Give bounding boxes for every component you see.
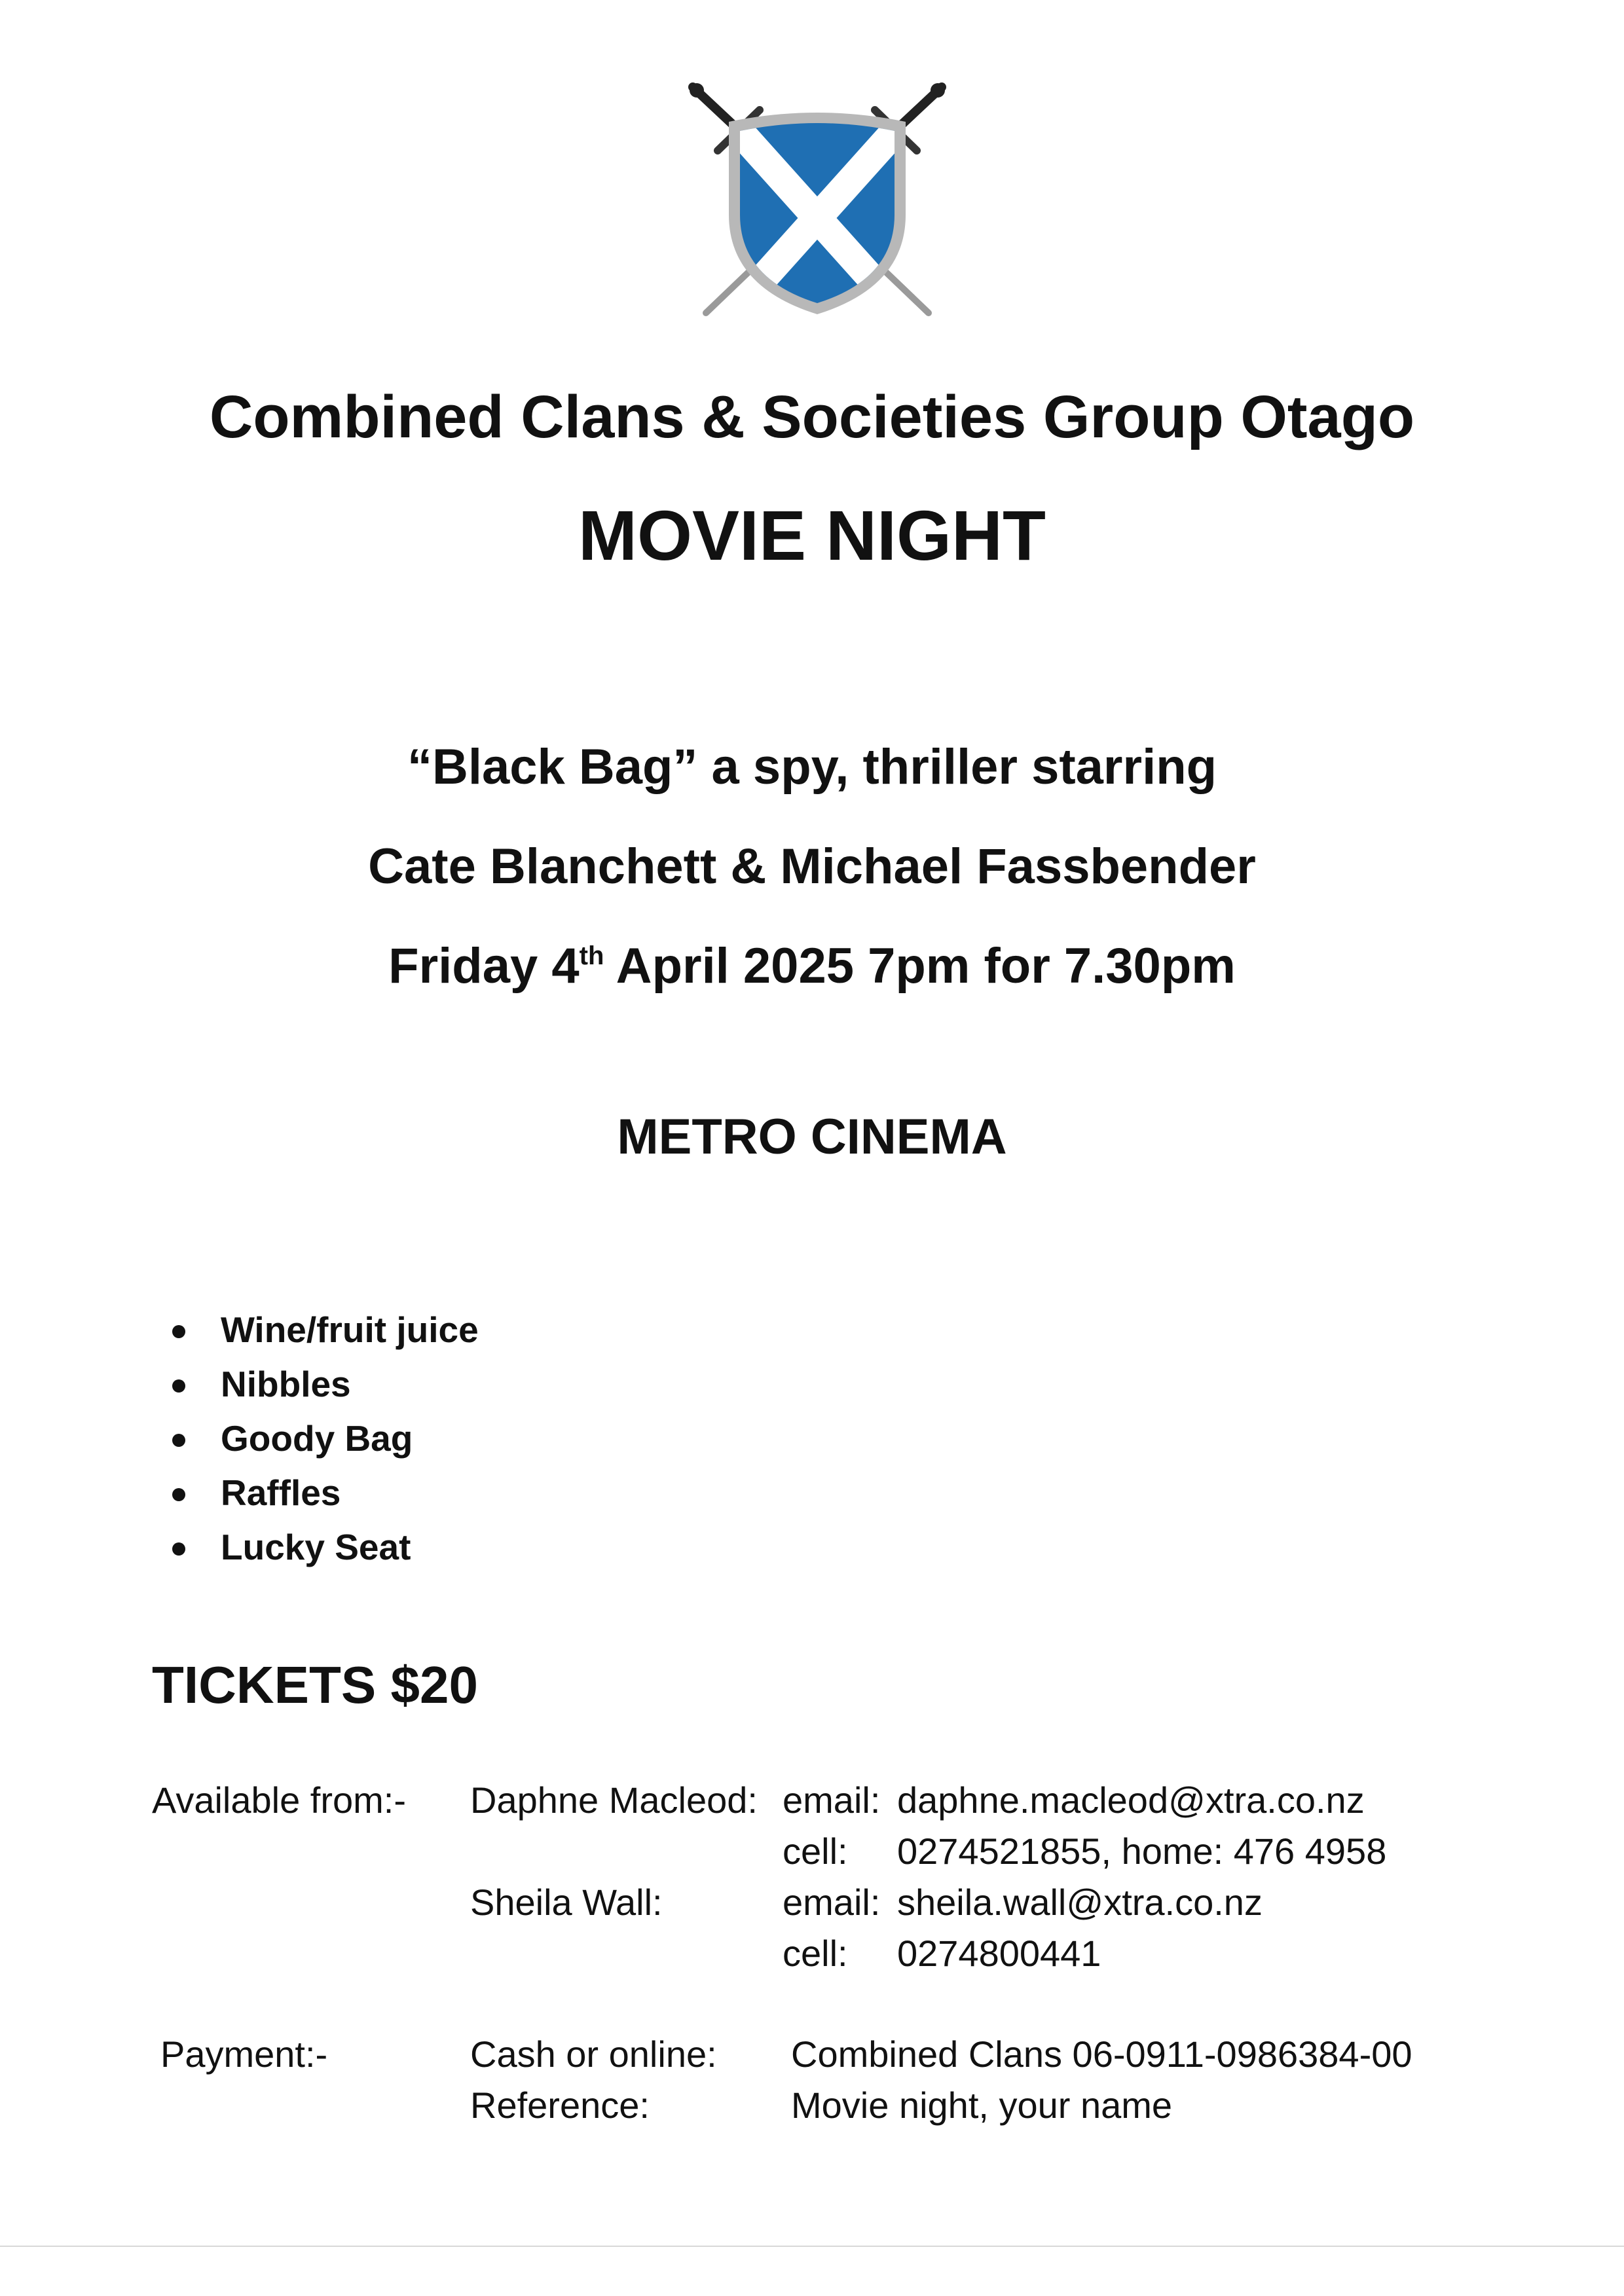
seller-email-label: email:: [783, 1882, 881, 1923]
film-title-line: “Black Bag” a spy, thriller starring: [407, 739, 1217, 795]
organisation-title: Combined Clans & Societies Group Otago: [209, 384, 1415, 450]
seller-email-label: email:: [783, 1779, 881, 1821]
venue-name: METRO CINEMA: [617, 1109, 1007, 1165]
available-from-label: Available from:-: [152, 1779, 407, 1821]
payment-label: Payment:-: [160, 2033, 328, 2075]
feature-label: Lucky Seat: [221, 1527, 411, 1567]
list-item: [151, 1520, 479, 1575]
date-rest: April 2025 7pm for 7.30pm: [604, 938, 1236, 994]
payment-method-label: Cash or online:: [470, 2033, 717, 2075]
seller-phone: 0274521855, home: 476 4958: [897, 1831, 1387, 1872]
crest-logo: [667, 71, 968, 319]
seller-cell-label: cell:: [783, 1933, 848, 1974]
scan-edge-divider: [0, 2246, 1624, 2247]
list-item: [151, 1303, 479, 1357]
tickets-price-heading: TICKETS $20: [152, 1656, 478, 1714]
list-item: [151, 1412, 479, 1466]
payment-reference-label: Reference:: [470, 2085, 650, 2126]
date-suffix: th: [579, 941, 604, 970]
payment-method-value: Combined Clans 06-0911-0986384-00: [791, 2033, 1412, 2075]
seller-phone: 0274800441: [897, 1933, 1101, 1974]
features-list: [151, 1303, 479, 1575]
event-title: MOVIE NIGHT: [578, 496, 1046, 575]
feature-label: Raffles: [221, 1472, 341, 1513]
feature-label: Wine/fruit juice: [221, 1309, 479, 1350]
bullet-icon: [172, 1488, 185, 1501]
seller-name: Sheila Wall:: [470, 1882, 663, 1923]
feature-label: Nibbles: [221, 1364, 351, 1404]
seller-name: Daphne Macleod:: [470, 1779, 758, 1821]
film-stars-line: Cate Blanchett & Michael Fassbender: [368, 839, 1256, 894]
bullet-icon: [172, 1379, 185, 1393]
payment-reference-value: Movie night, your name: [791, 2085, 1173, 2126]
bullet-icon: [172, 1434, 185, 1447]
bullet-icon: [172, 1325, 185, 1338]
seller-cell-label: cell:: [783, 1831, 848, 1872]
list-item: [151, 1466, 479, 1520]
bullet-icon: [172, 1542, 185, 1556]
event-date-line: [0, 938, 1624, 994]
saltire-shield-icon: [729, 113, 906, 314]
feature-label: Goody Bag: [221, 1418, 413, 1459]
list-item: [151, 1357, 479, 1412]
seller-email-link[interactable]: sheila.wall@xtra.co.nz: [897, 1882, 1263, 1923]
seller-email-link[interactable]: daphne.macleod@xtra.co.nz: [897, 1779, 1365, 1821]
date-weekday: Friday 4: [388, 938, 580, 994]
